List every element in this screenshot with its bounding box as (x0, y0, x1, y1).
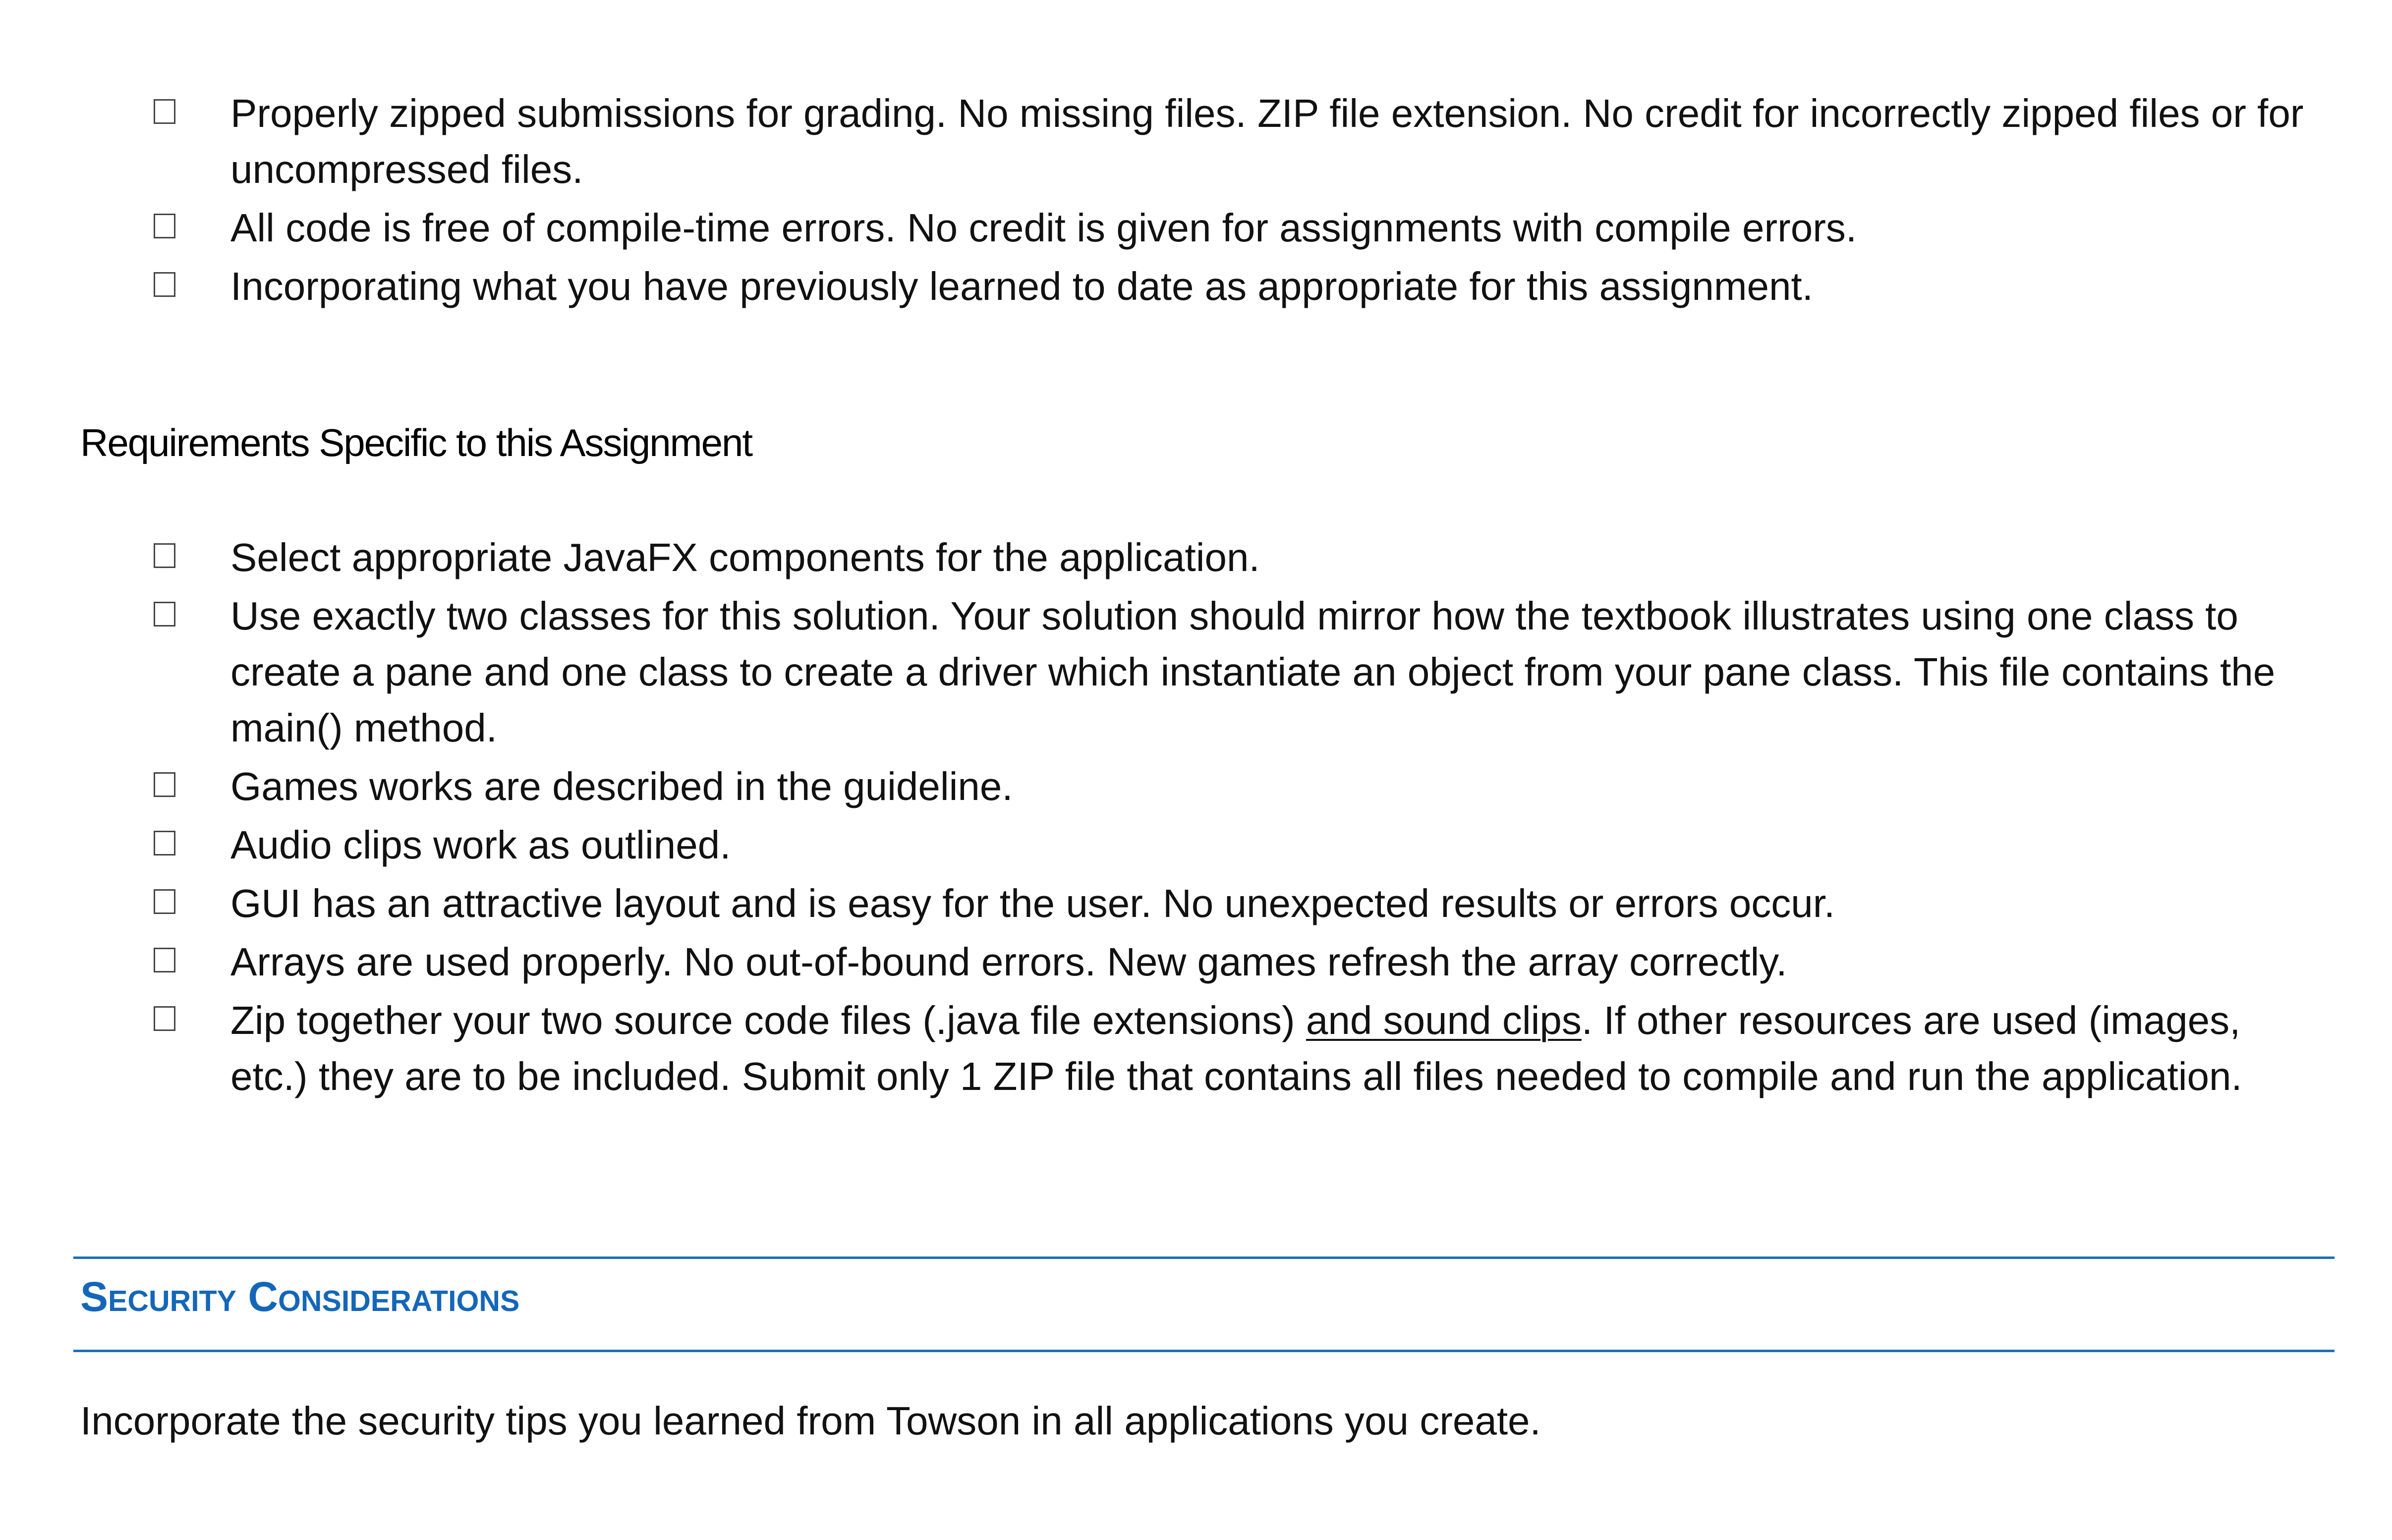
requirement-item-text: Arrays are used properly. No out-of-bound errors. New games refresh the array correctly. (230, 940, 1787, 984)
requirement-item (149, 992, 2323, 1104)
requirement-item-text: Games works are described in the guideline. (230, 764, 1013, 808)
checkbox-icon (154, 214, 175, 238)
section-rule-bottom (73, 1350, 2335, 1352)
checkbox-icon (154, 772, 175, 797)
security-heading: Security Considerations (80, 1273, 520, 1320)
checklist-item (149, 85, 2323, 197)
checkbox-icon (154, 948, 175, 972)
requirement-item (149, 758, 2323, 814)
requirement-item (149, 934, 2323, 990)
requirement-item-text: Audio clips work as outlined. (230, 823, 731, 867)
checklist-item (149, 258, 2323, 314)
requirement-item-text-underlined: and sound clips (1306, 998, 1582, 1042)
security-body-text: Incorporate the security tips you learned from Towson in all applications you create. (80, 1399, 1541, 1443)
requirement-item-text-after: . If other resources are used (images, etc.) they are to be included. Submit only 1 ZIP file that contains all files needed to compile and run the application. (230, 998, 2242, 1098)
checklist-item-text: Properly zipped submissions for grading. No missing files. ZIP file extension. No credit for incorrectly zipped files or for uncompressed files. (230, 91, 2304, 191)
section-rule-top (73, 1256, 2335, 1259)
checkbox-icon (154, 831, 175, 856)
checklist-item (149, 200, 2323, 256)
checkbox-icon (154, 99, 175, 124)
requirement-item (149, 875, 2323, 931)
requirement-item-text: GUI has an attractive layout and is easy for the user. No unexpected results or errors occur. (230, 881, 1835, 925)
requirement-item-text-before: Zip together your two source code files (.java file extensions) (230, 998, 1306, 1042)
checkbox-icon (154, 602, 175, 627)
checkbox-icon (154, 543, 175, 568)
requirement-item (149, 529, 2323, 585)
requirement-item (149, 817, 2323, 873)
requirements-checklist (149, 529, 2323, 1107)
checkbox-icon (154, 889, 175, 914)
requirements-heading: Requirements Specific to this Assignment (80, 421, 752, 464)
requirement-item (149, 588, 2323, 756)
general-checklist (149, 85, 2323, 317)
checklist-item-text: All code is free of compile-time errors. No credit is given for assignments with compile errors. (230, 206, 1857, 250)
checklist-item-text: Incorporating what you have previously learned to date as appropriate for this assignment. (230, 264, 1813, 308)
checkbox-icon (154, 272, 175, 297)
checkbox-icon (154, 1006, 175, 1031)
requirement-item-text: Select appropriate JavaFX components for the application. (230, 535, 1260, 579)
requirement-item-text: Use exactly two classes for this solution. Your solution should mirror how the textbook illustrates using one class to create a pane and one class to create a driver which instantiate an object from your pane class. This file contains the main() method. (230, 594, 2276, 750)
